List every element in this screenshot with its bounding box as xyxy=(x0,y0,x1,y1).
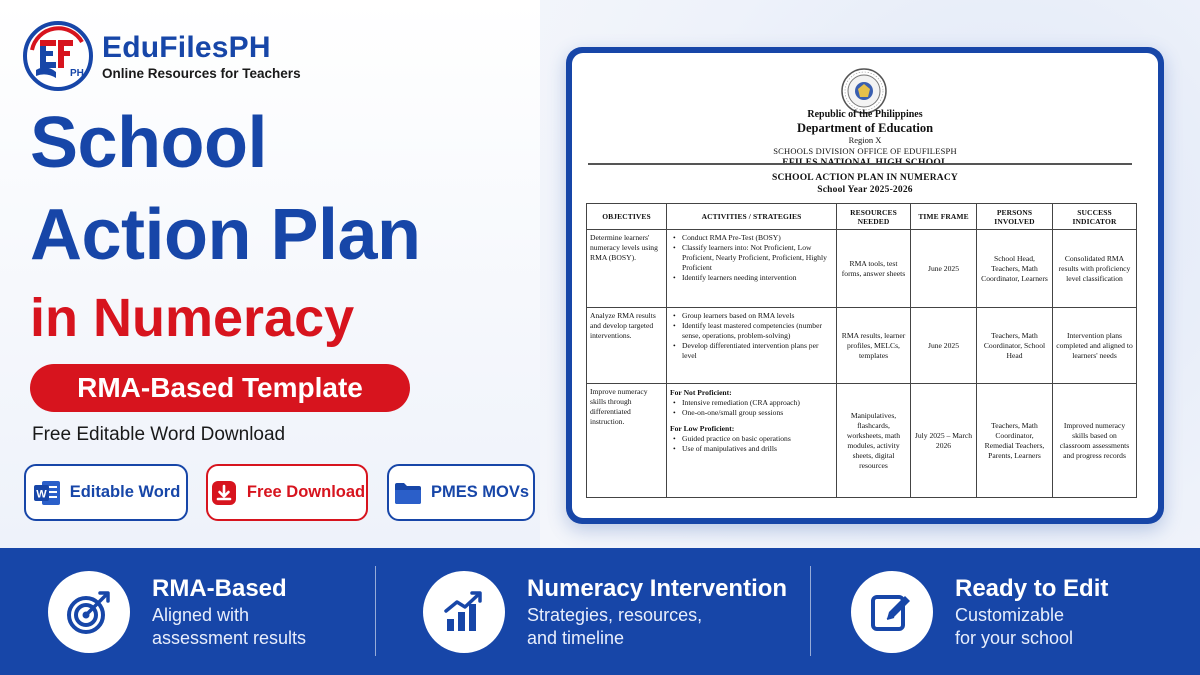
feature-ready-to-edit xyxy=(851,548,1108,675)
activity-item: • One-on-one/small group sessions xyxy=(670,408,833,418)
table-row xyxy=(587,384,1137,498)
group-label: For Not Proficient: xyxy=(670,388,732,397)
hero-title-line2: Action Plan xyxy=(30,195,421,275)
objective-cell: Determine learners' numeracy levels using RMA (BOSY). xyxy=(587,230,667,308)
table-row xyxy=(587,230,1137,308)
feature-desc: Aligned with xyxy=(152,604,250,625)
editable-word-button[interactable] xyxy=(24,464,188,521)
feature-divider xyxy=(810,566,811,656)
hero-title-line3: in Numeracy xyxy=(30,288,355,348)
group-label: For Low Proficient: xyxy=(670,424,735,433)
persons-cell: School Head, Teachers, Math Coordinator, Learners xyxy=(977,230,1053,308)
feature-divider xyxy=(375,566,376,656)
persons-cell: Teachers, Math Coordinator, School Head xyxy=(977,308,1053,384)
activity-item: • Guided practice on basic operations xyxy=(670,434,833,444)
pmes-movs-button[interactable] xyxy=(387,464,535,521)
objective-cell: Improve numeracy skills through differentiated instruction. xyxy=(587,384,667,498)
activity-item: • Intensive remediation (CRA approach) xyxy=(670,398,833,408)
document-page xyxy=(572,53,1158,518)
feature-title: Numeracy Intervention xyxy=(527,574,788,602)
doc-header-deped: Department of Education xyxy=(796,121,934,135)
table-row xyxy=(587,308,1137,384)
column-header: RESOURCES NEEDED xyxy=(837,204,911,230)
activity-item: • Use of manipulatives and drills xyxy=(670,444,833,454)
svg-text:W: W xyxy=(35,488,47,500)
timeframe-cell: June 2025 xyxy=(911,308,977,384)
feature-desc: for your school xyxy=(955,627,1074,648)
pmes-movs-label: PMES MOVs xyxy=(430,483,530,501)
resources-cell: RMA tools, test forms, answer sheets xyxy=(837,230,911,308)
brand-header[interactable] xyxy=(22,20,301,92)
deped-seal-icon xyxy=(840,67,888,115)
feature-title: Ready to Edit xyxy=(955,574,1109,602)
activity-item: • Identify learners needing intervention xyxy=(670,273,833,283)
timeframe-cell: June 2025 xyxy=(911,230,977,308)
document-preview[interactable] xyxy=(566,47,1164,524)
folder-icon xyxy=(393,478,423,508)
activity-item: • Develop differentiated intervention plans per level xyxy=(670,341,833,361)
plan-title-text: SCHOOL ACTION PLAN IN NUMERACY xyxy=(772,173,958,183)
document-header xyxy=(572,109,1158,170)
features-band xyxy=(0,548,1200,675)
indicator-cell: Consolidated RMA results with proficiency level classification xyxy=(1053,230,1137,308)
brand-tagline: Online Resources for Teachers xyxy=(102,65,301,81)
plan-school-year: School Year 2025-2026 xyxy=(817,185,913,195)
feature-rma-based xyxy=(48,548,306,675)
resources-cell: RMA results, learner profiles, MELCs, templates xyxy=(837,308,911,384)
doc-header-region: Region X xyxy=(848,135,882,145)
activity-item: • Identify least mastered competencies (number sense, operations, problem-solving) xyxy=(670,321,833,341)
timeframe-cell: July 2025 – March 2026 xyxy=(911,384,977,498)
table-header-row xyxy=(587,204,1137,230)
svg-text:PH: PH xyxy=(70,68,84,79)
growth-chart-icon xyxy=(439,587,489,637)
indicator-cell: Improved numeracy skills based on classroom assessments and progress records xyxy=(1053,384,1137,498)
feature-desc: and timeline xyxy=(527,627,625,648)
feature-icon-circle xyxy=(423,571,505,653)
feature-desc: Customizable xyxy=(955,604,1065,625)
feature-icon-circle xyxy=(48,571,130,653)
activities-cell xyxy=(667,230,837,308)
action-plan-table xyxy=(586,203,1137,498)
feature-desc: assessment results xyxy=(152,627,307,648)
resources-cell: Manipulatives, flashcards, worksheets, math modules, activity sheets, digital resources xyxy=(837,384,911,498)
edufiles-logo-icon xyxy=(22,20,94,92)
hero-title-line1: School xyxy=(30,103,268,183)
column-header: SUCCESS INDICATOR xyxy=(1053,204,1137,230)
hero-subtitle: Free Editable Word Download xyxy=(32,424,286,445)
free-download-button[interactable] xyxy=(206,464,368,521)
brand-name: EduFilesPH xyxy=(102,30,271,64)
column-header: PERSONS INVOLVED xyxy=(977,204,1053,230)
activity-item: • Conduct RMA Pre-Test (BOSY) xyxy=(670,233,833,243)
template-badge: RMA-Based Template xyxy=(30,364,410,412)
editable-word-label: Editable Word xyxy=(69,483,181,501)
indicator-cell: Intervention plans completed and aligned to learners' needs xyxy=(1053,308,1137,384)
feature-icon-circle xyxy=(851,571,933,653)
column-header: ACTIVITIES / STRATEGIES xyxy=(667,204,837,230)
activities-cell xyxy=(667,308,837,384)
plan-title xyxy=(572,172,1158,196)
free-download-label: Free Download xyxy=(246,483,366,501)
feature-title: RMA-Based xyxy=(152,574,287,602)
word-doc-icon xyxy=(32,478,62,508)
activities-cell xyxy=(667,384,837,498)
column-header: OBJECTIVES xyxy=(587,204,667,230)
activity-item: • Group learners based on RMA levels xyxy=(670,311,833,321)
activity-item: • Classify learners into: Not Proficient, Low Proficient, Nearly Proficient, Proficient, Highly Proficient xyxy=(670,243,833,273)
feature-desc: Strategies, resources, xyxy=(527,604,703,625)
objective-cell: Analyze RMA results and develop targeted interventions. xyxy=(587,308,667,384)
download-icon xyxy=(209,478,239,508)
target-icon xyxy=(64,587,114,637)
column-header: TIME FRAME xyxy=(911,204,977,230)
doc-header-republic: Republic of the Philippines xyxy=(807,109,923,120)
persons-cell: Teachers, Math Coordinator, Remedial Teachers, Parents, Learners xyxy=(977,384,1053,498)
header-divider xyxy=(588,163,1132,165)
doc-header-division: SCHOOLS DIVISION OFFICE OF EDUFILESPH xyxy=(773,146,957,156)
edit-icon xyxy=(867,587,917,637)
feature-numeracy-intervention xyxy=(423,548,787,675)
